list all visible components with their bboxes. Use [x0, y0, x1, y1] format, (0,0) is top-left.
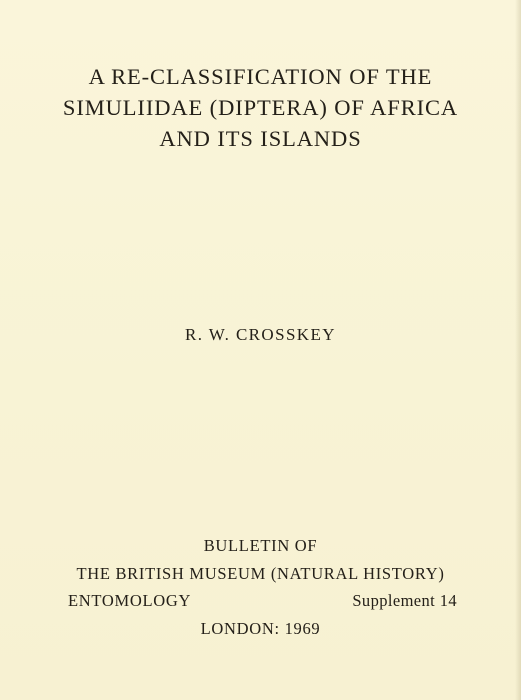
publisher-block: [0, 532, 521, 642]
imprint-line: LONDON: 1969: [200, 618, 321, 638]
title-line-2: SIMULIIDAE (DIPTERA) OF AFRICA: [62, 95, 459, 120]
bulletin-line: BULLETIN OF: [203, 536, 318, 555]
series-row: [0, 587, 521, 615]
museum-line: THE BRITISH MUSEUM (NATURAL HISTORY): [76, 563, 445, 583]
author-name: R. W. CROSSKEY: [185, 325, 336, 344]
title-line-1: A RE-CLASSIFICATION OF THE: [88, 64, 433, 89]
supplement-number: Supplement 14: [352, 591, 457, 610]
book-title: [0, 61, 521, 154]
series-name: ENTOMOLOGY: [68, 591, 192, 610]
title-line-3: AND ITS ISLANDS: [159, 126, 362, 151]
